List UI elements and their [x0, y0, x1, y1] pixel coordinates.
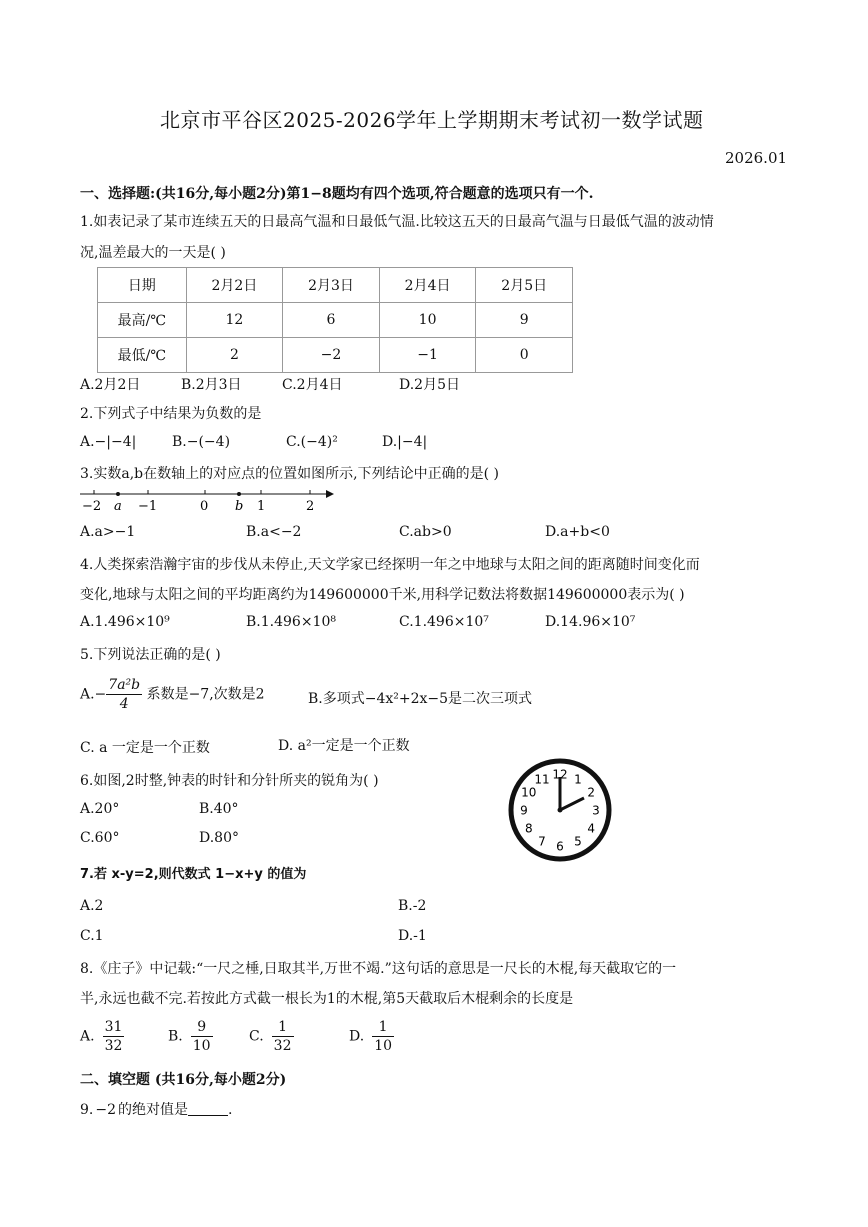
fraction-numerator: 1 — [272, 1018, 294, 1037]
q9-stem — [80, 1099, 232, 1119]
fraction-denominator: 32 — [104, 1038, 123, 1055]
table-cell: 12 — [186, 303, 283, 338]
q6-option-d[interactable]: D.80° — [199, 830, 239, 846]
table-header-cell: 2月5日 — [476, 268, 573, 303]
q5-a-rest: 系数是−7,次数是2 — [146, 686, 265, 703]
exam-date: 2026.01 — [725, 149, 788, 167]
q3-option-b[interactable]: B.a<−2 — [246, 524, 302, 540]
number-line-figure — [78, 486, 338, 516]
q5-stem: 5.下列说法正确的是( ) — [80, 647, 221, 663]
table-cell: 10 — [379, 303, 476, 338]
table-header-cell: 2月4日 — [379, 268, 476, 303]
clock-number: 2 — [587, 785, 596, 800]
option-label: A. — [80, 1028, 95, 1045]
table-cell: 2 — [186, 338, 283, 373]
fraction-numerator: 1 — [372, 1018, 394, 1037]
table-row — [98, 303, 573, 338]
table-header-cell: 2月2日 — [186, 268, 283, 303]
option-label: B. — [168, 1028, 183, 1045]
q2-option-a[interactable]: A.−|−4| — [80, 434, 137, 450]
q3-option-d[interactable]: D.a+b<0 — [545, 524, 610, 540]
q1-line2: 况,温差最大的一天是( ) — [80, 245, 226, 261]
point-b-dot — [237, 492, 241, 496]
q1-option-b[interactable]: B.2月3日 — [181, 377, 242, 393]
clock-number: 9 — [520, 803, 528, 818]
table-cell: 9 — [476, 303, 573, 338]
clock-number: 3 — [592, 803, 600, 818]
clock-number: 6 — [556, 839, 564, 854]
axis-label: 1 — [257, 499, 266, 514]
q8-line1: 8.《庄子》中记载:“一尺之棰,日取其半,万世不竭.”这句话的意思是一尺长的木棍,每天截取它的一 — [80, 961, 677, 977]
option-label: C. — [249, 1028, 264, 1045]
q6-option-b[interactable]: B.40° — [199, 801, 239, 817]
q7-option-b[interactable]: B.-2 — [398, 898, 427, 914]
axis-label: 2 — [306, 499, 315, 514]
q7-option-a[interactable]: A.2 — [80, 898, 104, 914]
table-cell: 最低/℃ — [98, 338, 187, 373]
table-cell: −2 — [283, 338, 380, 373]
q3-option-c[interactable]: C.ab>0 — [399, 524, 452, 540]
q5-option-b[interactable]: B.多项式−4x²+2x−5是二次三项式 — [308, 691, 533, 707]
clock-number: 12 — [552, 767, 568, 782]
fraction-denominator: 32 — [273, 1038, 292, 1055]
q7-option-d[interactable]: D.-1 — [398, 928, 427, 944]
q5-a-fraction — [106, 676, 142, 713]
q1-line1: 1.如表记录了某市连续五天的日最高气温和日最低气温.比较这五天的日最高气温与日最低气温的波动情 — [80, 214, 714, 230]
table-row — [98, 268, 573, 303]
fraction-numerator: 9 — [191, 1018, 213, 1037]
arrow-icon — [326, 490, 334, 498]
q8-option-d[interactable] — [349, 1018, 394, 1055]
axis-label: −2 — [82, 499, 102, 514]
table-row — [98, 338, 573, 373]
answer-blank[interactable] — [188, 1101, 228, 1116]
q4-line2: 变化,地球与太阳之间的平均距离约为149600000千米,用科学记数法将数据149600000表示为( ) — [80, 587, 685, 603]
q8-option-b[interactable] — [168, 1018, 213, 1055]
option-fraction — [103, 1018, 125, 1055]
section1-heading: 一、选择题:(共16分,每小题2分)第1−8题均有四个选项,符合题意的选项只有一个. — [80, 186, 594, 202]
point-a-dot — [116, 492, 120, 496]
option-label: D. — [349, 1028, 365, 1045]
q7-stem: 7.若 x-y=2,则代数式 1−x+y 的值为 — [80, 867, 307, 882]
q4-option-c[interactable]: C.1.496×10⁷ — [399, 614, 489, 630]
fraction-denominator: 4 — [119, 696, 129, 713]
q9-end: . — [228, 1102, 233, 1118]
q1-option-a[interactable]: A.2月2日 — [80, 377, 141, 393]
axis-label: a — [114, 499, 122, 514]
q7-option-c[interactable]: C.1 — [80, 928, 104, 944]
axis-label: 0 — [200, 499, 209, 514]
q4-option-a[interactable]: A.1.496×10⁹ — [80, 614, 170, 630]
table-header-cell: 日期 — [98, 268, 187, 303]
q6-stem: 6.如图,2时整,钟表的时针和分针所夹的锐角为( ) — [80, 773, 379, 789]
axis-label: b — [235, 499, 244, 514]
fraction-numerator: 7a²b — [106, 676, 142, 695]
clock-number: 10 — [521, 785, 537, 800]
fraction-denominator: 10 — [192, 1038, 211, 1055]
clock-number: 8 — [524, 821, 533, 836]
table-cell: 最高/℃ — [98, 303, 187, 338]
clock-number: 11 — [534, 772, 550, 787]
q4-option-b[interactable]: B.1.496×10⁸ — [246, 614, 336, 630]
q2-stem: 2.下列式子中结果为负数的是 — [80, 406, 262, 422]
clock-center — [558, 808, 563, 813]
table-cell: 0 — [476, 338, 573, 373]
q9-expr: −2 — [95, 1102, 116, 1118]
q8-line2: 半,永远也截不完.若按此方式截一根长为1的木棍,第5天截取后木棍剩余的长度是 — [80, 991, 574, 1007]
q4-option-d[interactable]: D.14.96×10⁷ — [545, 614, 636, 630]
q8-option-a[interactable] — [80, 1018, 124, 1055]
q2-option-c[interactable]: C.(−4)² — [286, 434, 338, 450]
page-title: 北京市平谷区2025-2026学年上学期期末考试初一数学试题 — [160, 108, 704, 132]
option-fraction — [191, 1018, 213, 1055]
table-header-cell: 2月3日 — [283, 268, 380, 303]
table-cell: 6 — [283, 303, 380, 338]
q6-option-a[interactable]: A.20° — [80, 801, 120, 817]
q5-a-prefix: A.− — [80, 686, 107, 703]
q5-option-d[interactable]: D. a²一定是一个正数 — [278, 738, 410, 754]
q9-rest: 的绝对值是 — [118, 1102, 188, 1118]
axis-label: −1 — [138, 499, 158, 514]
q5-option-c[interactable]: C. a 一定是一个正数 — [80, 740, 210, 756]
option-fraction — [372, 1018, 394, 1055]
q3-option-a[interactable]: A.a>−1 — [80, 524, 136, 540]
q6-option-c[interactable]: C.60° — [80, 830, 120, 846]
q1-option-c[interactable]: C.2月4日 — [282, 377, 343, 393]
section2-heading: 二、填空题 (共16分,每小题2分) — [80, 1072, 287, 1088]
clock-figure — [507, 757, 613, 863]
q1-option-d[interactable]: D.2月5日 — [399, 377, 460, 393]
option-fraction — [272, 1018, 294, 1055]
q8-option-c[interactable] — [249, 1018, 294, 1055]
q2-option-b[interactable]: B.−(−4) — [172, 434, 231, 450]
q5-option-a[interactable] — [80, 676, 265, 713]
fraction-numerator: 31 — [103, 1018, 125, 1037]
fraction-denominator: 10 — [374, 1038, 393, 1055]
temperature-table — [97, 267, 573, 373]
clock-number: 1 — [574, 772, 582, 787]
q9-prefix: 9. — [80, 1102, 94, 1118]
clock-number: 7 — [538, 834, 546, 849]
clock-number: 5 — [574, 834, 582, 849]
clock-number: 4 — [587, 821, 596, 836]
q2-option-d[interactable]: D.|−4| — [382, 434, 428, 450]
table-cell: −1 — [379, 338, 476, 373]
q3-stem: 3.实数a,b在数轴上的对应点的位置如图所示,下列结论中正确的是( ) — [80, 466, 499, 482]
q4-line1: 4.人类探索浩瀚宇宙的步伐从未停止,天文学家已经探明一年之中地球与太阳之间的距离随时间变化而 — [80, 557, 700, 573]
